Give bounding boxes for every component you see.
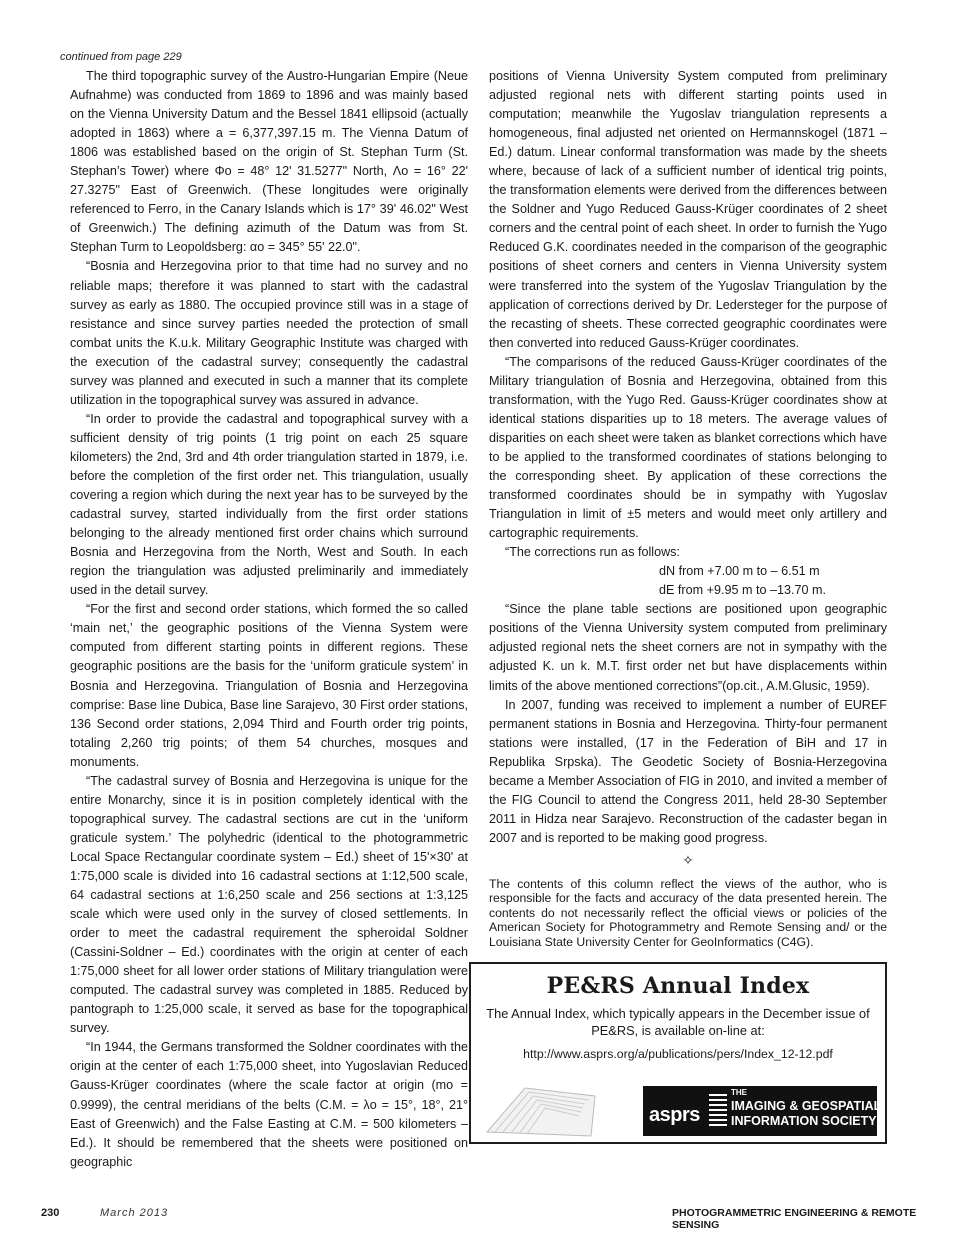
disclaimer: The contents of this column reflect the views of the author, who is responsible for the facts and accuracy of the data presented herein. The contents do not necessarily reflect the official views or policies of the American Society for Photogrammetry and Remote Sensing and/ or the Louisiana State University Center for GeoInformatics (C4G). <box>489 876 887 949</box>
logo-line2: INFORMATION SOCIETY <box>731 1114 877 1128</box>
logo-asprs-text: asprs <box>649 1104 700 1126</box>
paragraph: In 2007, funding was received to implement a number of EUREF permanent stations in Bosnia and Herzegovina. Thirty-four permanent stations were installed, (17 in the Federation of BiH and 17 in Republika Srpska). The Geodetic Society of Bosnia-Herzegovina became a Member Association of FIG in 2010, and invited a member of the FIG Council to attend the Congress 2011, held 28-30 September 2011 in Hidza near Sarajevo. Reconstruction of the cadaster began in 2007 and is reported to be making good progress. <box>489 697 887 845</box>
paragraph: “In order to provide the cadastral and topographical survey with a sufficient density of trig points (1 trig point on each 25 square kilometers) the 2nd, 3rd and 4th order triangulation started in 1879, i.e. before the completion of the first order net. This triangulation, usually covering a region which during the next year has to be surveyed by the cadastral survey, started individually from the first order stations belonging to the already mentioned first order chains which surround Bosnia and Herzegovina from the North, West and South. In each region the triangulation was adjusted preliminarily and immediately used in the detail survey. <box>70 411 468 598</box>
right-column <box>489 67 887 949</box>
correction-dn: dN from +7.00 m to – 6.51 m <box>659 564 820 579</box>
book-pages-icon <box>485 1082 597 1138</box>
paragraph: “The cadastral survey of Bosnia and Herzegovina is unique for the entire Monarchy, since it is in position completely identical with the topographical survey. The cadastral sections are cut in the ‘uniform graticule system.’ The polyhedric (identical to the photogrammetric Local Space Rectangular coordinate system – Ed.) sheet of 15'×30' at 1:75,000 scale is divided into 16 cadastral sections at 1:12,500 scale, 64 cadastral sections at 1:6,250 scale and 256 sections at 1:3,125 scale which were used only in the survey of closed settlements. In order to meet the cadastral requirement the spheroidal Soldner (Cassini-Soldner – Ed.) coordinates with the origin at center of each 1:75,000 sheet for all lower order stations of Military triangulation were computed. The cadastral survey was completed in 1885. Reduced by pantograph to 1:25,000 scale, it served as base for the topographical survey. <box>70 773 468 1036</box>
index-link[interactable]: http://www.asprs.org/a/publications/pers/Index_12-12.pdf <box>523 1047 833 1061</box>
ad-title: PE&RS Annual Index <box>546 973 810 999</box>
paragraph: “The comparisons of the reduced Gauss-Krüger coordinates of the Military triangulation of Bosnia and Herzegovina, obtained from this transformation, with the Yugo Red. Gauss-Krüger coordinates show at identical stations disparities up to 18 meters. The average values of disparities on each sheet were taken as blanket corrections which have to be applied to the transformed coordinates of stations belonging to the corresponding sheet. By application of these corrections the transformed coordinates should be in sympathy with Yugoslav Triangulation in limit of ±5 meters and would meet only artillery and cartographic requirements. <box>489 354 887 541</box>
journal-name: PHOTOGRAMMETRIC ENGINEERING & REMOTE SENSING <box>672 1207 917 1231</box>
issue-date: March 2013 <box>100 1207 169 1219</box>
paragraph: “For the first and second order stations, which formed the so called ‘main net,’ the geographic positions of the Vienna System were computed from different starting points in different regions. These geographic positions are the basis for the ‘uniform graticule system’ in Bosnia and Herzegovina. Triangulation of Bosnia and Herzegovina comprise: Base line Dubica, Base line Sarajevo, 30 First order stations, 136 Second order stations, 2,094 Third and Fourth order trig points, totaling 2,260 trig points; of them 54 churches, mosques and monuments. <box>70 602 468 769</box>
paragraph: “The corrections run as follows: <box>505 545 680 560</box>
paragraph: “In 1944, the Germans transformed the Soldner coordinates with the origin at the center of each 1:75,000 sheet, into Yugoslavian Reduced Gauss-Krüger coordinates (where the scale factor at origin (mo = 0.9999), the central meridians of the belts (C.M. = λo = 15°, 18°, 21° East of Greenwich) and the False Easting at C.M. = 500 kilometers – Ed.). It should be remembered that the sheets were positioned on geographic <box>70 1040 468 1169</box>
logo-the: THE <box>731 1088 747 1097</box>
annual-index-ad <box>469 962 887 1144</box>
paragraph: “Bosnia and Herzegovina prior to that time had no survey and no reliable maps; therefore it was planned to start with the cadastral survey as early as 1880. The occupied province still was in a stage of resistance and since survey parties needed the protection of small combat units the K.u.k. Military Geographic Institute was charged with the execution of the cadastral survey; consequently the cadastral survey was planned and executed in such a manner that its complete utilization in the topographical survey was assured in advance. <box>70 259 468 407</box>
section-flourish-icon: ✧ <box>682 851 694 868</box>
correction-de: dE from +9.95 m to –13.70 m. <box>659 583 826 598</box>
asprs-logo <box>643 1086 882 1136</box>
ad-text: The Annual Index, which typically appears in the December issue of PE&RS, is available on-line at: <box>486 1006 870 1038</box>
paragraph: positions of Vienna University System computed from preliminary adjusted regional nets with different starting points used in computation; meanwhile the Yugoslav triangulation represents a homogeneous, final adjusted net oriented on Hermannskogel (1871 – Ed.) datum. Linear conformal transformation was made by the sheets where, because of lack of a sufficient number of identical trig points, the transformation elements were derived from the differences between the Soldner and Yugo Reduced Gauss-Krüger coordinates of 2 sheet corners and the central point of each sheet. In order to furnish the Yugo Reduced G.K. coordinates needed in the comparison of the geographic positions of sheet corners and centers in Vienna University system were transferred into the system of the Yugoslav Triangulation by the application of corrections derived by Dr. Ledersteger for the purpose of the recasting of sheets. These corrected geographic coordinates were then converted into reduced Gauss-Krüger coordinates. <box>489 69 887 350</box>
continued-note: continued from page 229 <box>60 51 182 63</box>
page-number: 230 <box>41 1207 60 1219</box>
left-column <box>70 67 468 1172</box>
paragraph: The third topographic survey of the Austro-Hungarian Empire (Neue Aufnahme) was conducted from 1869 to 1896 and was mainly based on the Vienna University Datum and the Bessel 1841 ellipsoid (actually adopted in 1863) where a = 6,377,397.15 m. The Vienna Datum of 1806 was established based on the origin of St. Stephan Turm (St. Stephan’s Tower) where Φo = 48° 12' 31.5277" North, Λo = 16° 22' 27.3275" East of Greenwich. (These longitudes were originally referenced to Ferro, in the Canary Islands which is 17° 39' 46.02" West of Greenwich.) The defining azimuth of the Datum was from St. Stephan Turm to Leopoldsberg: αo = 345° 55' 22.0". <box>70 69 468 255</box>
logo-line1: IMAGING & GEOSPATIAL <box>731 1099 882 1113</box>
paragraph: “Since the plane table sections are positioned upon geographic positions of the Vienna University system computed from preliminary adjusted regional nets the sheet corners are not in sympathy with the adjusted K. un k. M.T. first order net but have displacements within limits of the above mentioned corrections”(op.cit., A.M.Glusic, 1959). <box>489 602 887 693</box>
logo-stripes-icon <box>709 1094 727 1128</box>
